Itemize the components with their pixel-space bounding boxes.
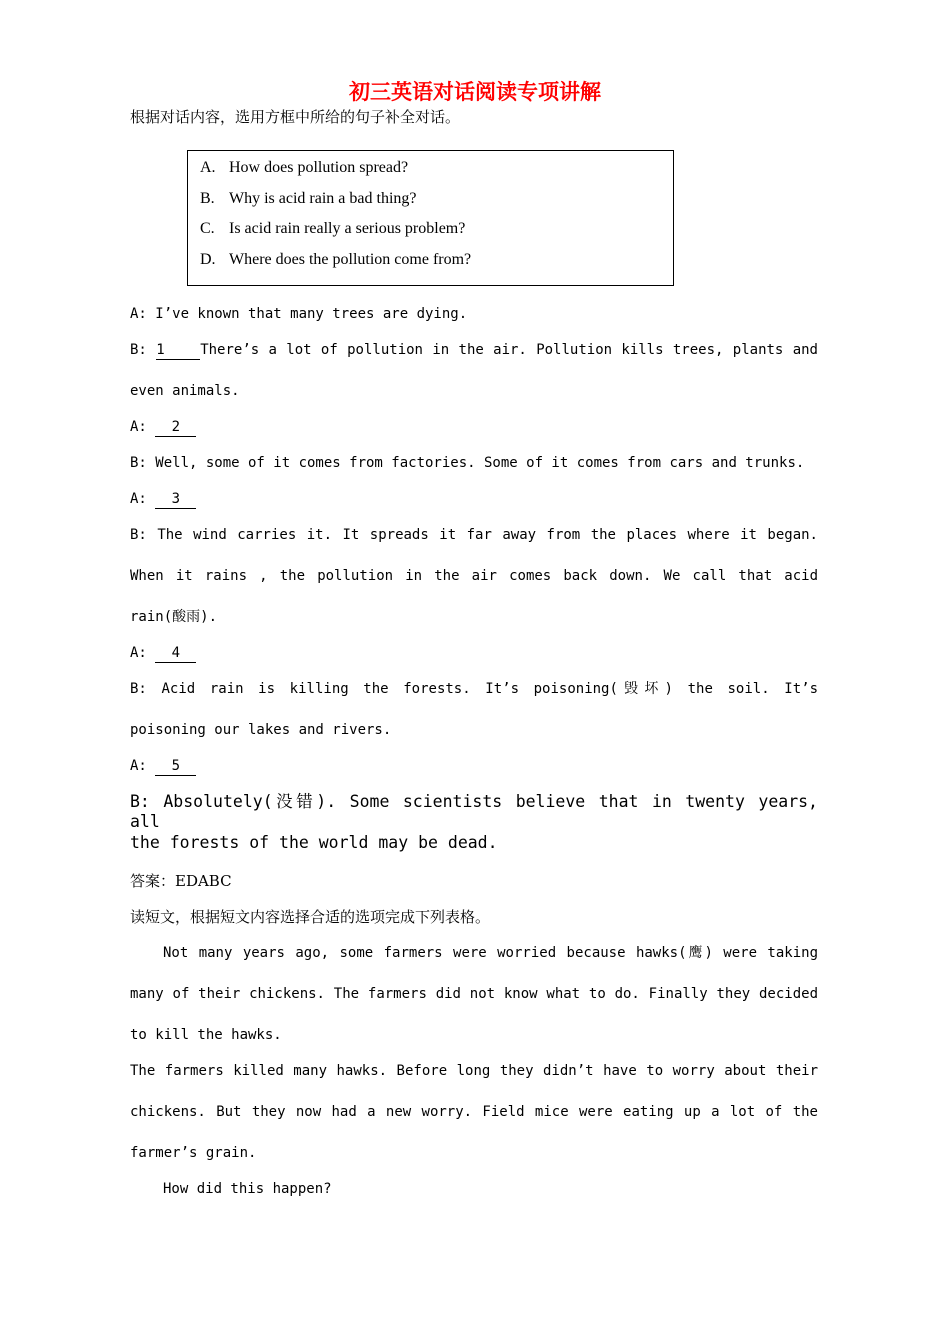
reading-instruction: 读短文，根据短文内容选择合适的选项完成下列表格。 bbox=[130, 908, 491, 926]
passage-line: chickens. But they now had a new worry. Field mice were eating up a lot of the bbox=[130, 1104, 818, 1120]
passage-line: farmer’s grain. bbox=[130, 1145, 257, 1161]
dialogue-line: A: 3 bbox=[130, 489, 818, 509]
passage-line: How did this happen? bbox=[163, 1181, 332, 1197]
answer-blank: 5 bbox=[155, 758, 196, 776]
option-c: C. Is acid rain really a serious problem? bbox=[200, 220, 466, 237]
dialogue-line: A: 5 bbox=[130, 756, 818, 776]
answer-blank: 3 bbox=[155, 491, 196, 509]
dialogue-line: poisoning our lakes and rivers. bbox=[130, 722, 392, 738]
passage-line: The farmers killed many hawks. Before long they didn’t have to worry about their bbox=[130, 1063, 818, 1079]
dialogue-line: rain(酸雨). bbox=[130, 609, 218, 625]
option-d: D. Where does the pollution come from? bbox=[200, 251, 472, 268]
dialogue-line: A: I’ve known that many trees are dying. bbox=[130, 306, 468, 322]
answer-key: 答案：EDABC bbox=[130, 872, 232, 890]
answer-blank: 4 bbox=[155, 645, 196, 663]
options-box bbox=[187, 150, 674, 286]
answer-blank: 2 bbox=[155, 419, 196, 437]
dialogue-line: B: Acid rain is killing the forests. It’s poisoning(毁坏) the soil. It’s bbox=[130, 681, 818, 697]
dialogue-line: A: 4 bbox=[130, 643, 818, 663]
passage-line: many of their chickens. The farmers did not know what to do. Finally they decided bbox=[130, 986, 818, 1002]
option-b: B. Why is acid rain a bad thing? bbox=[200, 190, 417, 207]
dialogue-line: B: Absolutely(没错). Some scientists believe that in twenty years, all bbox=[130, 792, 818, 831]
dialogue-instruction: 根据对话内容，选用方框中所给的句子补全对话。 bbox=[130, 108, 461, 126]
dialogue-line: B: Well, some of it comes from factories. Some of it comes from cars and trunks. bbox=[130, 455, 805, 471]
passage-line: to kill the hawks. bbox=[130, 1027, 282, 1043]
dialogue-line: the forests of the world may be dead. bbox=[130, 833, 498, 852]
page-title: 初三英语对话阅读专项讲解 bbox=[349, 79, 601, 104]
passage-line: Not many years ago, some farmers were worried because hawks(鹰) were taking bbox=[163, 945, 818, 961]
dialogue-line: B: The wind carries it. It spreads it far away from the places where it began. bbox=[130, 527, 818, 543]
dialogue-line: even animals. bbox=[130, 383, 240, 399]
dialogue-line: When it rains , the pollution in the air comes back down. We call that acid bbox=[130, 568, 818, 584]
dialogue-line: A: 2 bbox=[130, 417, 818, 437]
dialogue-line: B: 1 There’s a lot of pollution in the air. Pollution kills trees, plants and bbox=[130, 342, 818, 358]
answer-blank: 1 bbox=[156, 342, 200, 360]
option-a: A. How does pollution spread? bbox=[200, 159, 409, 176]
